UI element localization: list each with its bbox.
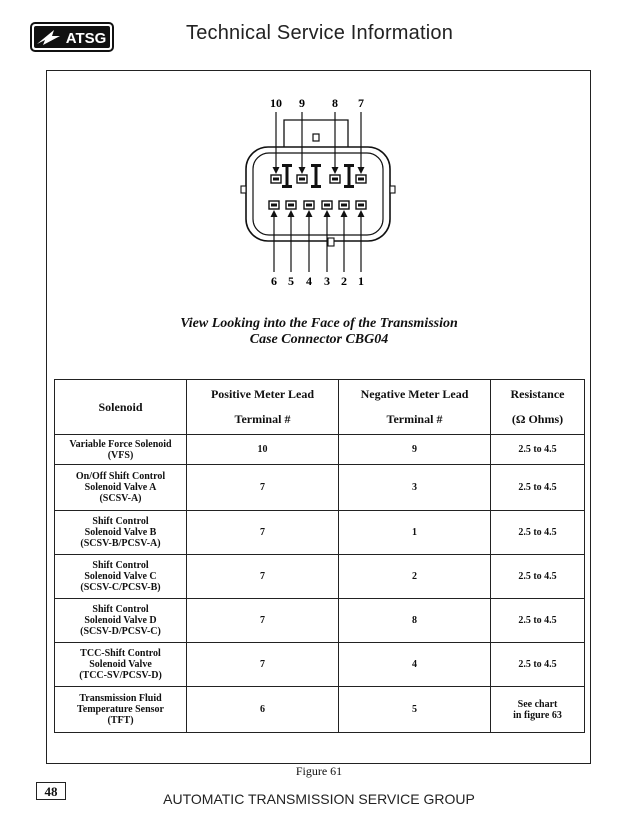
table-row bbox=[55, 599, 585, 643]
solenoid-cell: On/Off Shift Control Solenoid Valve A (SCSV-A) bbox=[55, 465, 187, 511]
solenoid-cell: Shift Control Solenoid Valve B (SCSV-B/PCSV-A) bbox=[55, 511, 187, 555]
solenoid-cell: Shift Control Solenoid Valve D (SCSV-D/PCSV-C) bbox=[55, 599, 187, 643]
resistance-cell: 2.5 to 4.5 bbox=[491, 435, 585, 465]
connector-diagram bbox=[0, 0, 638, 300]
pin-label-2: 2 bbox=[341, 274, 347, 288]
page-number: 48 bbox=[36, 782, 66, 800]
pin-label-10: 10 bbox=[270, 96, 282, 110]
resistance-cell: 2.5 to 4.5 bbox=[491, 643, 585, 687]
resistance-cell: 2.5 to 4.5 bbox=[491, 511, 585, 555]
negative-terminal-cell: 1 bbox=[339, 511, 491, 555]
footer-text: AUTOMATIC TRANSMISSION SERVICE GROUP bbox=[163, 791, 475, 807]
pin-label-3: 3 bbox=[324, 274, 330, 288]
negative-terminal-cell: 5 bbox=[339, 687, 491, 733]
positive-terminal-cell: 10 bbox=[187, 435, 339, 465]
positive-terminal-cell: 7 bbox=[187, 555, 339, 599]
positive-terminal-cell: 7 bbox=[187, 599, 339, 643]
positive-terminal-cell: 6 bbox=[187, 687, 339, 733]
pin-label-6: 6 bbox=[271, 274, 277, 288]
negative-terminal-cell: 4 bbox=[339, 643, 491, 687]
solenoid-cell: Transmission Fluid Temperature Sensor (TFT) bbox=[55, 687, 187, 733]
positive-terminal-cell: 7 bbox=[187, 643, 339, 687]
negative-terminal-cell: 2 bbox=[339, 555, 491, 599]
resistance-cell: 2.5 to 4.5 bbox=[491, 599, 585, 643]
solenoid-cell: TCC-Shift Control Solenoid Valve (TCC-SV/PCSV-D) bbox=[55, 643, 187, 687]
table-row bbox=[55, 465, 585, 511]
logo-text: ATSG bbox=[65, 30, 107, 47]
caption-line-2: Case Connector CBG04 bbox=[249, 332, 389, 347]
table-row bbox=[55, 511, 585, 555]
table-row bbox=[55, 687, 585, 733]
header-negative: Negative Meter Lead Terminal # bbox=[339, 380, 491, 435]
pin-label-7: 7 bbox=[358, 96, 364, 110]
pin-label-4: 4 bbox=[306, 274, 312, 288]
resistance-cell: 2.5 to 4.5 bbox=[491, 555, 585, 599]
positive-terminal-cell: 7 bbox=[187, 465, 339, 511]
header-solenoid: Solenoid bbox=[55, 380, 187, 435]
pin-label-9: 9 bbox=[299, 96, 305, 110]
solenoid-cell: Variable Force Solenoid (VFS) bbox=[55, 435, 187, 465]
negative-terminal-cell: 8 bbox=[339, 599, 491, 643]
pin-label-5: 5 bbox=[288, 274, 294, 288]
table-header-row bbox=[55, 380, 585, 435]
header-positive: Positive Meter Lead Terminal # bbox=[187, 380, 339, 435]
negative-terminal-cell: 9 bbox=[339, 435, 491, 465]
pin-label-1: 1 bbox=[358, 274, 364, 288]
negative-terminal-cell: 3 bbox=[339, 465, 491, 511]
resistance-cell: See chart in figure 63 bbox=[491, 687, 585, 733]
pin-label-8: 8 bbox=[332, 96, 338, 110]
table-row bbox=[55, 555, 585, 599]
page-title: Technical Service Information bbox=[186, 22, 454, 44]
resistance-table bbox=[54, 379, 585, 733]
positive-terminal-cell: 7 bbox=[187, 511, 339, 555]
table-row bbox=[55, 643, 585, 687]
header-resistance: Resistance (Ω Ohms) bbox=[491, 380, 585, 435]
resistance-cell: 2.5 to 4.5 bbox=[491, 465, 585, 511]
table-row bbox=[55, 435, 585, 465]
caption-line-1: View Looking into the Face of the Transmission bbox=[180, 316, 458, 331]
figure-label: Figure 61 bbox=[295, 764, 343, 778]
solenoid-cell: Shift Control Solenoid Valve C (SCSV-C/PCSV-B) bbox=[55, 555, 187, 599]
